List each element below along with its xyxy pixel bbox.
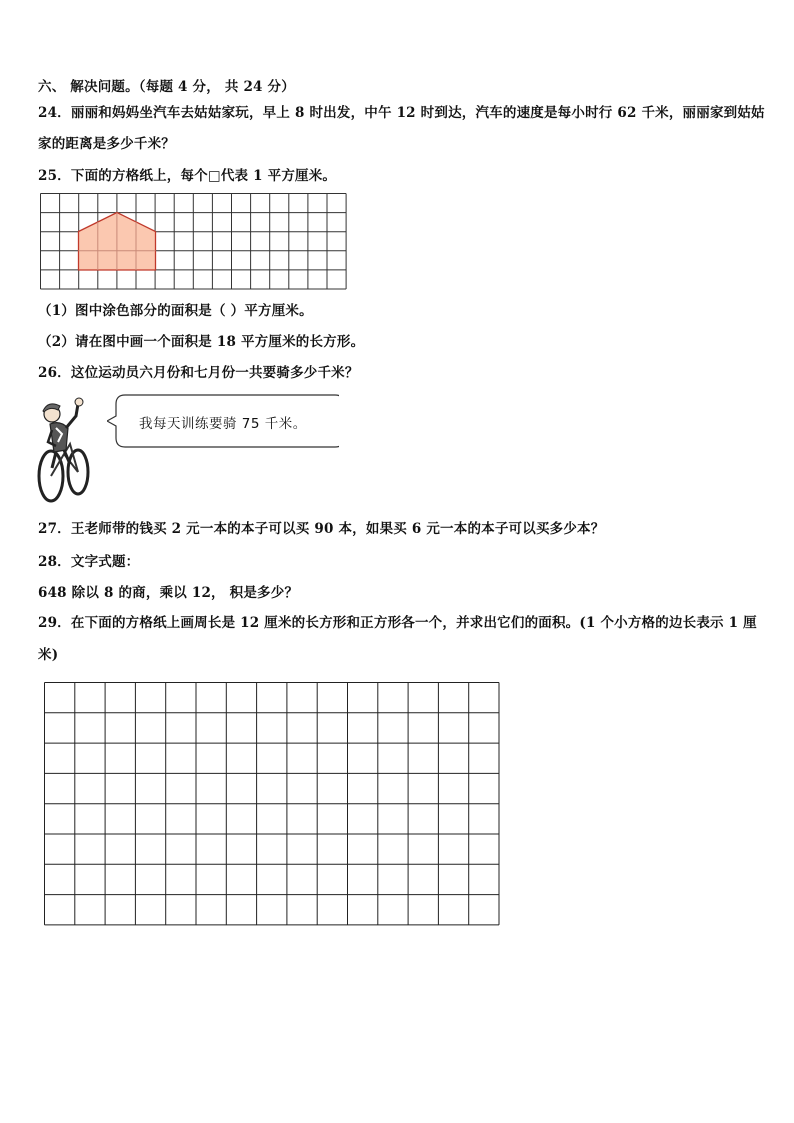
question-29-line-2: 米)	[38, 647, 59, 663]
question-27-stem: 27．王老师带的钱买 2 元一本的本子可以买 90 本，如果买 6 元一本的本子可以买多少本？	[38, 521, 605, 537]
question-28-expression: 648 除以 8 的商，乘以 12， 积是多少？	[38, 585, 299, 601]
square-grid-q29	[44, 682, 502, 927]
question-25-part-1: （1）图中涂色部分的面积是（ ）平方厘米。	[38, 303, 313, 319]
question-25-part-2: （2）请在图中画一个面积是 18 平方厘米的长方形。	[38, 334, 365, 350]
question-29-line-1: 29．在下面的方格纸上画周长是 12 厘米的长方形和正方形各一个，并求出它们的面积。(1 个小方格的边长表示 1 厘	[38, 615, 757, 631]
section-title: 六、 解决问题。（每题 4 分， 共 24 分）	[38, 79, 295, 95]
question-28-stem: 28．文字式题：	[38, 554, 140, 570]
cyclist-illustration	[30, 394, 96, 506]
question-25-stem: 25．下面的方格纸上，每个□代表 1 平方厘米。	[38, 168, 337, 184]
question-26-stem: 26．这位运动员六月份和七月份一共要骑多少千米？	[38, 365, 359, 381]
question-24-line-2: 家的距离是多少千米？	[38, 136, 175, 152]
question-24-line-1: 24．丽丽和妈妈坐汽车去姑姑家玩，早上 8 时出发，中午 12 时到达，汽车的速度是每小时行 62 千米，丽丽家到姑姑	[38, 105, 765, 121]
speech-bubble-text: 我每天训练要骑 75 千米。	[139, 416, 307, 432]
square-grid-q25	[40, 193, 348, 291]
